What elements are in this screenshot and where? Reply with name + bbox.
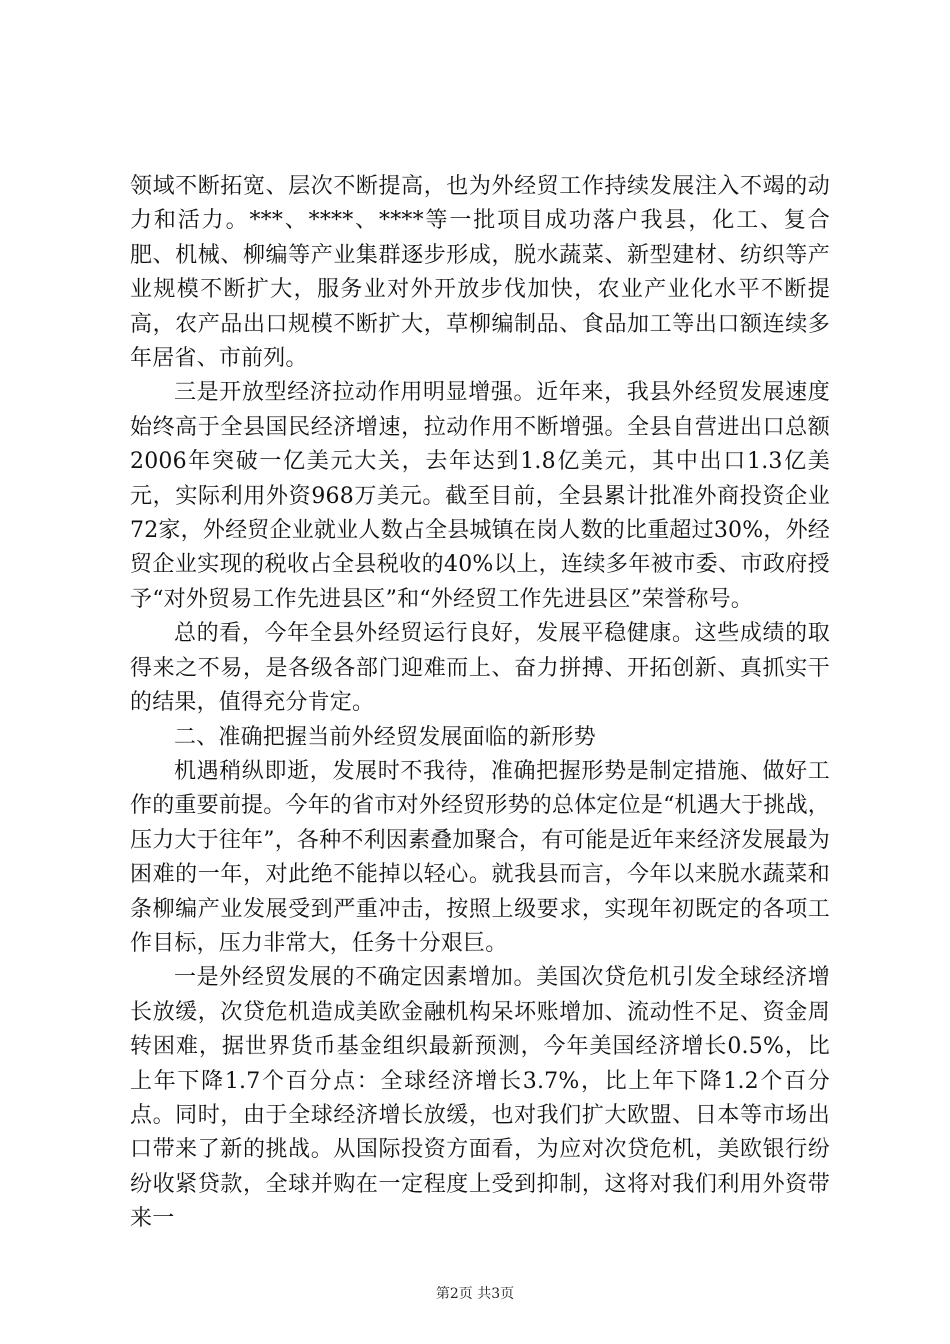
paragraph-situation: 机遇稍纵即逝，发展时不我待，准确把握形势是制定措施、做好工作的重要前提。今年的省市对外经贸形势的总体定位是“机遇大于挑战，压力大于往年”，各种不利因素叠加聚合，有可能是近年来经济发展最为困难的一年，对此绝不能掉以轻心。就我县而言，今年以来脱水蔬菜和条柳编产业发展受到严重冲击，按照上级要求，实现年初既定的各项工作目标，压力非常大，任务十分艰巨。 (130, 758, 830, 956)
paragraph-open-economy: 三是开放型经济拉动作用明显增强。近年来，我县外经贸发展速度始终高于全县国民经济增速，拉动作用不断增强。全县自营进出口总额2006年突破一亿美元大关，去年达到1.8亿美元，其中出口1.3亿美元，实际利用外资968万美元。截至目前，全县累计批准外商投资企业72家，外经贸企业就业人数占全县城镇在岗人数的比重超过30%，外经贸企业实现的税收占全县税收的40%以上，连续多年被市委、市政府授予“对外贸易工作先进县区”和“外经贸工作先进县区”荣誉称号。 (130, 380, 830, 612)
document-body (130, 170, 830, 1237)
paragraph-continuation: 领域不断拓宽、层次不断提高，也为外经贸工作持续发展注入不竭的动力和活力。***、****、****等一批项目成功落户我县，化工、复合肥、机械、柳编等产业集群逐步形成，脱水蔬菜、新型建材、纺织等产业规模不断扩大，服务业对外开放步伐加快，农业产业化水平不断提高，农产品出口规模不断扩大，草柳编制品、食品加工等出口额连续多年居省、市前列。 (130, 174, 830, 372)
section-heading: 二、准确把握当前外经贸发展面临的新形势 (174, 724, 596, 750)
paragraph-uncertainty: 一是外经贸发展的不确定因素增加。美国次贷危机引发全球经济增长放缓，次贷危机造成美欧金融机构呆坏账增加、流动性不足、资金周转困难，据世界货币基金组织最新预测，今年美国经济增长0.5%，比上年下降1.7个百分点：全球经济增长3.7%，比上年下降1.2个百分点。同时，由于全球经济增长放缓，也对我们扩大欧盟、日本等市场出口带来了新的挑战。从国际投资方面看，为应对次贷危机，美欧银行纷纷收紧贷款，全球并购在一定程度上受到抑制，这将对我们利用外资带来一 (130, 965, 830, 1232)
paragraph-summary: 总的看，今年全县外经贸运行良好，发展平稳健康。这些成绩的取得来之不易，是各级各部门迎难而上、奋力拼搏、开拓创新、真抓实干的结果，值得充分肯定。 (130, 621, 830, 716)
page-number-footer: 第2页 共3页 (435, 1286, 515, 1302)
